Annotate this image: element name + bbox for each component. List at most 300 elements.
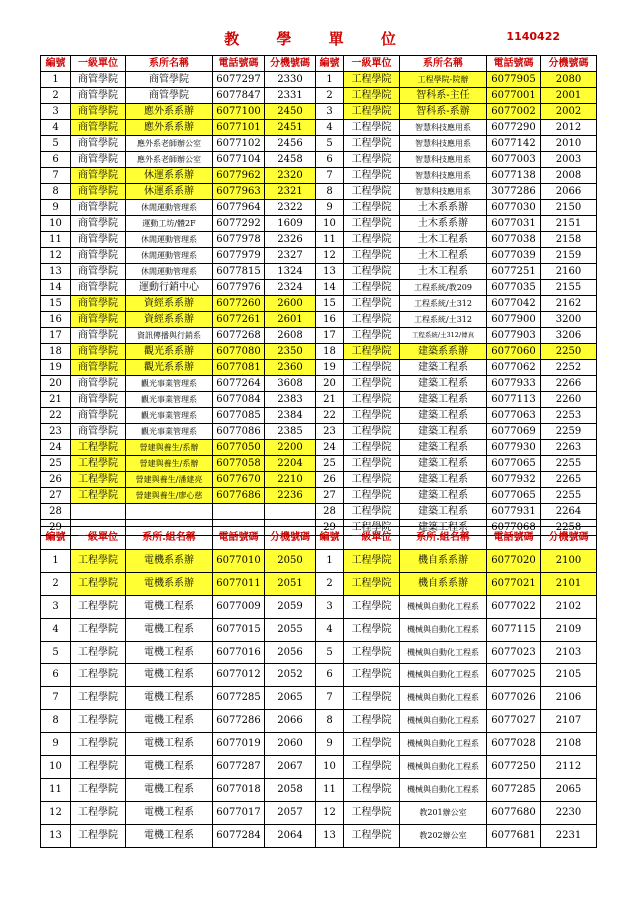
entry-extension: 2105 xyxy=(541,664,597,687)
entry-extension: 2059 xyxy=(265,595,316,618)
entry-department: 營建與養生/潘建亮 xyxy=(126,472,213,488)
entry-extension: 2200 xyxy=(265,440,316,456)
entry-phone: 6077670 xyxy=(213,472,265,488)
entry-phone: 6077686 xyxy=(213,488,265,504)
table-row xyxy=(41,360,597,376)
entry-extension: 2012 xyxy=(541,120,597,136)
document-date: 1140422 xyxy=(506,30,560,43)
entry-extension: 2360 xyxy=(265,360,316,376)
entry-phone: 6077138 xyxy=(487,168,541,184)
entry-phone: 6077101 xyxy=(213,120,265,136)
table-row xyxy=(41,733,597,756)
entry-department: 休閒運動管理系 xyxy=(126,232,213,248)
entry-department: 電機系系辦 xyxy=(126,549,213,572)
entry-unit: 商管學院 xyxy=(71,88,126,104)
entry-unit: 商管學院 xyxy=(71,248,126,264)
entry-department: 電機工程系 xyxy=(126,824,213,847)
entry-number: 10 xyxy=(41,756,71,779)
entry-department: 建築工程系 xyxy=(400,440,487,456)
entry-number: 1 xyxy=(316,72,344,88)
entry-number: 22 xyxy=(41,408,71,424)
entry-phone: 6077297 xyxy=(213,72,265,88)
entry-department: 電機工程系 xyxy=(126,664,213,687)
entry-extension: 2107 xyxy=(541,710,597,733)
entry-department: 建築工程系 xyxy=(400,408,487,424)
table-row xyxy=(41,104,597,120)
table-row xyxy=(41,264,597,280)
entry-department: 商管學院 xyxy=(126,72,213,88)
entry-number: 9 xyxy=(316,200,344,216)
entry-department: 休閒運動管理系 xyxy=(126,264,213,280)
entry-unit: 工程學院 xyxy=(344,72,400,88)
table-row xyxy=(41,376,597,392)
entry-department: 教201辦公室 xyxy=(400,801,487,824)
entry-number: 16 xyxy=(316,312,344,328)
column-header: 編號 xyxy=(41,56,71,72)
entry-phone: 3077286 xyxy=(487,184,541,200)
entry-extension: 2108 xyxy=(541,733,597,756)
entry-extension: 2066 xyxy=(265,710,316,733)
entry-number: 5 xyxy=(41,641,71,664)
entry-extension: 2260 xyxy=(541,392,597,408)
entry-department: 智慧科技應用系 xyxy=(400,184,487,200)
entry-unit: 工程學院 xyxy=(71,733,126,756)
entry-number: 13 xyxy=(316,264,344,280)
table-row xyxy=(41,152,597,168)
directory-table-section-1 xyxy=(40,55,597,536)
entry-number: 26 xyxy=(316,472,344,488)
entry-department: 機自系系辦 xyxy=(400,549,487,572)
column-header: 電話號碼 xyxy=(487,56,541,72)
entry-unit: 工程學院 xyxy=(71,595,126,618)
entry-extension: 2060 xyxy=(265,733,316,756)
entry-unit: 工程學院 xyxy=(344,641,400,664)
entry-extension: 2001 xyxy=(541,88,597,104)
entry-number: 26 xyxy=(41,472,71,488)
entry-phone: 6077009 xyxy=(213,595,265,618)
column-header: 電話號碼 xyxy=(213,56,265,72)
table-row xyxy=(41,756,597,779)
entry-extension: 2350 xyxy=(265,344,316,360)
entry-department: 應外系系辦 xyxy=(126,104,213,120)
entry-extension: 2231 xyxy=(541,824,597,847)
entry-phone: 6077060 xyxy=(487,344,541,360)
entry-phone: 6077976 xyxy=(213,280,265,296)
entry-department: 應外系老師辦公室 xyxy=(126,152,213,168)
entry-department: 營建與養生/廖心慈 xyxy=(126,488,213,504)
table-row xyxy=(41,120,597,136)
entry-phone: 6077062 xyxy=(487,360,541,376)
entry-number: 29 xyxy=(41,520,71,536)
entry-phone: 6077962 xyxy=(213,168,265,184)
entry-extension: 1609 xyxy=(265,216,316,232)
entry-unit: 商管學院 xyxy=(71,296,126,312)
entry-unit: 工程學院 xyxy=(71,710,126,733)
entry-unit: 工程學院 xyxy=(344,168,400,184)
entry-extension: 2010 xyxy=(541,136,597,152)
entry-unit: 商管學院 xyxy=(71,312,126,328)
entry-unit: 工程學院 xyxy=(344,664,400,687)
entry-number: 15 xyxy=(316,296,344,312)
entry-department: 電機工程系 xyxy=(126,778,213,801)
entry-unit: 工程學院 xyxy=(71,549,126,572)
entry-unit: 商管學院 xyxy=(71,136,126,152)
entry-phone: 6077115 xyxy=(487,618,541,641)
entry-unit: 工程學院 xyxy=(344,88,400,104)
entry-unit: 工程學院 xyxy=(344,136,400,152)
entry-phone: 6077261 xyxy=(213,312,265,328)
entry-department: 建築系系辦 xyxy=(400,344,487,360)
page-title: 教 學 單 位 xyxy=(224,30,412,48)
table-row xyxy=(41,687,597,710)
entry-extension: 2002 xyxy=(541,104,597,120)
entry-number: 2 xyxy=(41,572,71,595)
entry-department: 電機工程系 xyxy=(126,801,213,824)
table-row xyxy=(41,456,597,472)
entry-extension: 2101 xyxy=(541,572,597,595)
entry-number: 5 xyxy=(316,641,344,664)
column-header: 分機號碼 xyxy=(265,56,316,72)
entry-phone: 6077264 xyxy=(213,376,265,392)
entry-phone: 6077081 xyxy=(213,360,265,376)
table-row xyxy=(41,472,597,488)
entry-extension: 2383 xyxy=(265,392,316,408)
entry-phone: 6077018 xyxy=(213,778,265,801)
entry-unit: 商管學院 xyxy=(71,280,126,296)
entry-phone: 6077012 xyxy=(213,664,265,687)
entry-phone: 6077069 xyxy=(487,424,541,440)
entry-department: 土木工程系 xyxy=(400,264,487,280)
entry-department: 土木工程系 xyxy=(400,232,487,248)
entry-extension: 2106 xyxy=(541,687,597,710)
entry-department: 電機工程系 xyxy=(126,618,213,641)
entry-department: 建築工程系 xyxy=(400,504,487,520)
entry-unit: 工程學院 xyxy=(344,264,400,280)
entry-phone: 6077285 xyxy=(487,778,541,801)
entry-unit: 工程學院 xyxy=(344,376,400,392)
entry-unit: 工程學院 xyxy=(344,472,400,488)
entry-extension: 2324 xyxy=(265,280,316,296)
entry-phone: 6077016 xyxy=(213,641,265,664)
entry-extension: 2155 xyxy=(541,280,597,296)
entry-department: 電機工程系 xyxy=(126,756,213,779)
entry-department: 機械與自動化工程系 xyxy=(400,733,487,756)
entry-extension: 2330 xyxy=(265,72,316,88)
entry-department: 機械與自動化工程系 xyxy=(400,687,487,710)
entry-phone: 6077019 xyxy=(213,733,265,756)
entry-extension: 2159 xyxy=(541,248,597,264)
column-header: 電話號碼 xyxy=(487,527,541,550)
entry-department: 觀光事業管理系 xyxy=(126,408,213,424)
table-row xyxy=(41,344,597,360)
entry-number: 5 xyxy=(41,136,71,152)
entry-extension: 2331 xyxy=(265,88,316,104)
entry-number: 7 xyxy=(41,687,71,710)
entry-number: 13 xyxy=(41,824,71,847)
entry-unit: 商管學院 xyxy=(71,408,126,424)
entry-phone: 6077063 xyxy=(487,408,541,424)
column-header: 一級單位 xyxy=(71,527,126,550)
entry-number: 5 xyxy=(316,136,344,152)
entry-department: 觀光系系辦 xyxy=(126,360,213,376)
entry-extension: 2263 xyxy=(541,440,597,456)
entry-phone: 6077015 xyxy=(213,618,265,641)
entry-number: 6 xyxy=(41,152,71,168)
entry-phone: 6077963 xyxy=(213,184,265,200)
entry-unit: 工程學院 xyxy=(344,687,400,710)
entry-number: 22 xyxy=(316,408,344,424)
entry-department: 工程學院-院辦 xyxy=(400,72,487,88)
entry-unit: 商管學院 xyxy=(71,168,126,184)
entry-number: 3 xyxy=(316,595,344,618)
header-row xyxy=(41,527,597,550)
entry-unit: 工程學院 xyxy=(71,488,126,504)
column-header: 分機號碼 xyxy=(541,56,597,72)
entry-number: 6 xyxy=(41,664,71,687)
entry-phone xyxy=(213,504,265,520)
entry-number: 10 xyxy=(316,216,344,232)
column-header: 系所.組名稱 xyxy=(400,527,487,550)
entry-number: 18 xyxy=(41,344,71,360)
entry-unit: 工程學院 xyxy=(344,572,400,595)
column-header: 分機號碼 xyxy=(265,527,316,550)
entry-department: 應外系系辦 xyxy=(126,120,213,136)
entry-phone: 6077027 xyxy=(487,710,541,733)
entry-department: 營建與養生/系辦 xyxy=(126,456,213,472)
entry-number: 19 xyxy=(316,360,344,376)
entry-phone: 6077022 xyxy=(487,595,541,618)
entry-department: 運動工坊/體2F xyxy=(126,216,213,232)
entry-phone: 6077292 xyxy=(213,216,265,232)
entry-extension: 2320 xyxy=(265,168,316,184)
entry-department: 建築工程系 xyxy=(400,520,487,536)
entry-department: 建築工程系 xyxy=(400,392,487,408)
entry-department: 資經系系辦 xyxy=(126,312,213,328)
entry-number: 15 xyxy=(41,296,71,312)
entry-unit: 工程學院 xyxy=(344,778,400,801)
entry-extension: 2065 xyxy=(541,778,597,801)
entry-extension: 2236 xyxy=(265,488,316,504)
entry-extension: 2458 xyxy=(265,152,316,168)
entry-department: 工程系統/土312 xyxy=(400,312,487,328)
entry-phone: 6077290 xyxy=(487,120,541,136)
entry-number: 1 xyxy=(316,549,344,572)
entry-extension: 2064 xyxy=(265,824,316,847)
entry-extension: 2058 xyxy=(265,778,316,801)
entry-unit: 商管學院 xyxy=(71,72,126,88)
entry-phone: 6077142 xyxy=(487,136,541,152)
entry-phone: 6077251 xyxy=(487,264,541,280)
entry-extension: 2451 xyxy=(265,120,316,136)
entry-department: 教202辦公室 xyxy=(400,824,487,847)
entry-department: 資訊傳播與行銷系 xyxy=(126,328,213,344)
entry-department: 商管學院 xyxy=(126,88,213,104)
entry-phone: 6077903 xyxy=(487,328,541,344)
entry-phone: 6077964 xyxy=(213,200,265,216)
entry-number: 20 xyxy=(316,376,344,392)
entry-department: 土木系系辦 xyxy=(400,216,487,232)
entry-phone: 6077250 xyxy=(487,756,541,779)
entry-number: 20 xyxy=(41,376,71,392)
entry-extension: 1324 xyxy=(265,264,316,280)
entry-phone: 6077100 xyxy=(213,104,265,120)
entry-extension: 2103 xyxy=(541,641,597,664)
entry-phone: 6077028 xyxy=(487,733,541,756)
entry-department: 機械與自動化工程系 xyxy=(400,641,487,664)
entry-extension: 2102 xyxy=(541,595,597,618)
entry-department: 智科系-主任 xyxy=(400,88,487,104)
entry-unit: 商管學院 xyxy=(71,360,126,376)
column-header: 電話號碼 xyxy=(213,527,265,550)
table-row xyxy=(41,72,597,88)
entry-phone: 6077978 xyxy=(213,232,265,248)
entry-unit: 工程學院 xyxy=(344,520,400,536)
entry-number: 27 xyxy=(316,488,344,504)
entry-extension: 2210 xyxy=(265,472,316,488)
entry-phone: 6077011 xyxy=(213,572,265,595)
entry-unit: 工程學院 xyxy=(344,344,400,360)
entry-phone: 6077284 xyxy=(213,824,265,847)
column-header: 編號 xyxy=(41,527,71,550)
entry-department: 智慧科技應用系 xyxy=(400,136,487,152)
entry-number: 2 xyxy=(316,88,344,104)
column-header: 分機號碼 xyxy=(541,527,597,550)
entry-unit: 工程學院 xyxy=(344,248,400,264)
entry-number: 23 xyxy=(316,424,344,440)
entry-unit: 工程學院 xyxy=(71,618,126,641)
entry-department: 機械與自動化工程系 xyxy=(400,595,487,618)
entry-phone: 6077038 xyxy=(487,232,541,248)
entry-extension: 2258 xyxy=(541,520,597,536)
entry-unit: 商管學院 xyxy=(71,232,126,248)
entry-extension: 2051 xyxy=(265,572,316,595)
entry-phone: 6077065 xyxy=(487,488,541,504)
entry-department: 觀光系系辦 xyxy=(126,344,213,360)
entry-number: 23 xyxy=(41,424,71,440)
entry-unit: 工程學院 xyxy=(344,312,400,328)
column-header: 一級單位 xyxy=(344,527,400,550)
table-row xyxy=(41,710,597,733)
entry-number: 2 xyxy=(316,572,344,595)
entry-unit: 工程學院 xyxy=(344,440,400,456)
entry-phone: 6077900 xyxy=(487,312,541,328)
entry-phone: 6077933 xyxy=(487,376,541,392)
entry-department: 電機工程系 xyxy=(126,710,213,733)
table-row xyxy=(41,392,597,408)
entry-unit: 商管學院 xyxy=(71,152,126,168)
entry-number: 17 xyxy=(41,328,71,344)
entry-phone: 6077030 xyxy=(487,200,541,216)
entry-number: 4 xyxy=(316,120,344,136)
entry-unit: 工程學院 xyxy=(344,120,400,136)
entry-unit: 工程學院 xyxy=(344,618,400,641)
entry-extension: 2003 xyxy=(541,152,597,168)
table-row xyxy=(41,572,597,595)
entry-phone: 6077086 xyxy=(213,424,265,440)
entry-department: 運動行銷中心 xyxy=(126,280,213,296)
table-row xyxy=(41,232,597,248)
table-row xyxy=(41,595,597,618)
entry-department: 電機系系辦 xyxy=(126,572,213,595)
entry-phone: 6077039 xyxy=(487,248,541,264)
entry-number: 21 xyxy=(316,392,344,408)
entry-unit: 工程學院 xyxy=(344,232,400,248)
entry-number: 1 xyxy=(41,72,71,88)
table-row xyxy=(41,618,597,641)
entry-unit: 工程學院 xyxy=(344,392,400,408)
entry-unit: 工程學院 xyxy=(71,456,126,472)
entry-phone: 6077026 xyxy=(487,687,541,710)
entry-unit: 商管學院 xyxy=(71,104,126,120)
entry-number: 6 xyxy=(316,152,344,168)
entry-phone: 6077268 xyxy=(213,328,265,344)
entry-extension: 2109 xyxy=(541,618,597,641)
table-row xyxy=(41,549,597,572)
entry-number: 11 xyxy=(316,778,344,801)
entry-extension: 2067 xyxy=(265,756,316,779)
entry-phone: 6077104 xyxy=(213,152,265,168)
entry-phone: 6077930 xyxy=(487,440,541,456)
entry-department: 建築工程系 xyxy=(400,456,487,472)
table-row xyxy=(41,216,597,232)
entry-extension: 2065 xyxy=(265,687,316,710)
entry-department: 機械與自動化工程系 xyxy=(400,710,487,733)
entry-extension: 2230 xyxy=(541,801,597,824)
entry-unit: 工程學院 xyxy=(344,184,400,200)
entry-unit: 工程學院 xyxy=(71,472,126,488)
entry-unit: 工程學院 xyxy=(344,296,400,312)
entry-phone: 6077979 xyxy=(213,248,265,264)
entry-unit: 工程學院 xyxy=(344,456,400,472)
table-row xyxy=(41,168,597,184)
entry-number: 14 xyxy=(316,280,344,296)
entry-phone: 6077102 xyxy=(213,136,265,152)
entry-unit: 商管學院 xyxy=(71,392,126,408)
entry-phone: 6077905 xyxy=(487,72,541,88)
entry-number: 4 xyxy=(41,618,71,641)
table-row xyxy=(41,664,597,687)
entry-unit xyxy=(71,504,126,520)
entry-unit: 工程學院 xyxy=(71,687,126,710)
entry-extension: 2385 xyxy=(265,424,316,440)
entry-extension: 2151 xyxy=(541,216,597,232)
entry-extension: 2456 xyxy=(265,136,316,152)
entry-number: 12 xyxy=(316,248,344,264)
entry-extension: 2052 xyxy=(265,664,316,687)
entry-department: 機械與自動化工程系 xyxy=(400,664,487,687)
entry-extension: 2250 xyxy=(541,344,597,360)
entry-phone: 6077084 xyxy=(213,392,265,408)
entry-department: 土木系系辦 xyxy=(400,200,487,216)
entry-phone: 6077932 xyxy=(487,472,541,488)
entry-unit: 工程學院 xyxy=(344,710,400,733)
entry-number: 9 xyxy=(41,200,71,216)
column-header: 編號 xyxy=(316,56,344,72)
entry-extension: 2204 xyxy=(265,456,316,472)
entry-extension: 2066 xyxy=(541,184,597,200)
entry-unit: 工程學院 xyxy=(344,801,400,824)
entry-department: 營建與養生/系辦 xyxy=(126,440,213,456)
entry-unit: 工程學院 xyxy=(71,756,126,779)
entry-extension: 2255 xyxy=(541,456,597,472)
entry-phone: 6077681 xyxy=(487,824,541,847)
entry-unit: 工程學院 xyxy=(344,360,400,376)
entry-number: 6 xyxy=(316,664,344,687)
entry-extension: 2080 xyxy=(541,72,597,88)
entry-unit: 商管學院 xyxy=(71,200,126,216)
entry-unit: 工程學院 xyxy=(344,488,400,504)
entry-number: 28 xyxy=(41,504,71,520)
